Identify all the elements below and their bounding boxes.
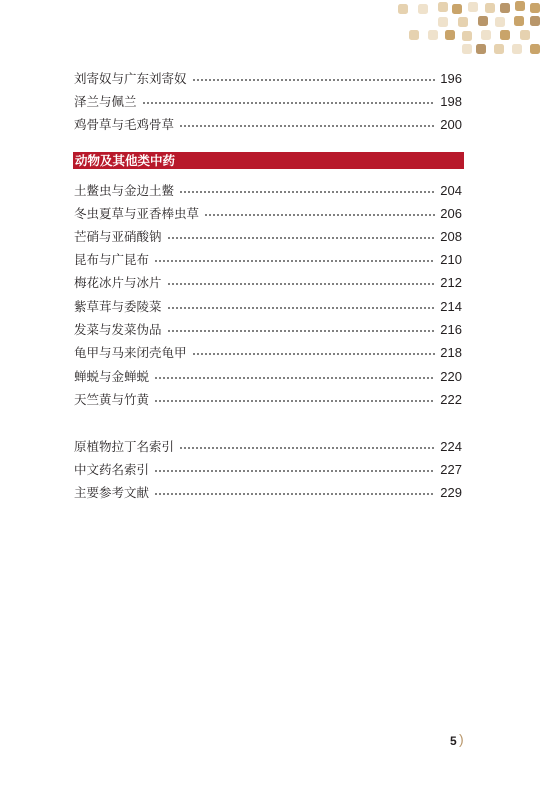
decoration-square [515,1,525,11]
leader-dots [179,447,435,449]
decoration-square [462,44,472,54]
leader-dots [154,260,435,262]
header-decoration [0,0,542,60]
toc-entry-zicaorong[interactable] [74,298,462,316]
toc-entry-page: 214 [440,299,462,314]
leader-dots [167,283,436,285]
leader-dots [154,493,435,495]
toc-entry-page: 212 [440,275,462,290]
toc-entry-guijia[interactable] [74,344,462,362]
decoration-square [530,16,540,26]
decoration-square [462,31,472,41]
leader-dots [179,125,435,127]
decoration-square [418,4,428,14]
toc-entry-page: 208 [440,229,462,244]
toc-entry-title: 紫草茸与委陵菜 [74,299,162,314]
toc-entry-chantui[interactable] [74,368,462,386]
toc-entry-tubiechong[interactable] [74,182,462,200]
toc-entry-page: 229 [440,485,462,500]
decoration-square [458,17,468,27]
leader-dots [142,102,436,104]
decoration-square [478,16,488,26]
toc-entry-facai[interactable] [74,321,462,339]
decoration-square [409,30,419,40]
toc-entry-latin-index[interactable] [74,438,462,456]
toc-entry-tianzhuhuang[interactable] [74,391,462,409]
toc-entry-page: 196 [440,71,462,86]
toc-entry-bingpian[interactable] [74,274,462,292]
leader-dots [154,377,435,379]
toc-entry-title: 土鳖虫与金边土鳖 [74,183,175,198]
toc-entry-page: 218 [440,345,462,360]
leader-dots [179,191,435,193]
toc-entry-chinese-index[interactable] [74,461,462,479]
decoration-square [481,30,491,40]
leader-dots [167,237,436,239]
decoration-square [428,30,438,40]
decoration-square [514,16,524,26]
toc-entry-title: 泽兰与佩兰 [74,94,137,109]
leader-dots [167,307,436,309]
leader-dots [204,214,435,216]
toc-entry-title: 主要参考文献 [74,485,150,500]
toc-entry-dongchongxiacao[interactable] [74,205,462,223]
page-number-bracket: ) [459,731,464,747]
toc-entry-page: 206 [440,206,462,221]
decoration-square [452,4,462,14]
decoration-square [500,3,510,13]
decoration-square [438,17,448,27]
toc-entry-title: 蝉蜕与金蝉蜕 [74,369,150,384]
decoration-square [500,30,510,40]
toc-entry-title: 原植物拉丁名索引 [74,439,175,454]
decoration-square [468,2,478,12]
toc-entry-page: 220 [440,369,462,384]
toc-entry-page: 222 [440,392,462,407]
page-number: 5 [450,734,457,748]
leader-dots [192,353,436,355]
toc-entry-kunbu[interactable] [74,251,462,269]
toc-entry-title: 天竺黄与竹黄 [74,392,150,407]
toc-entry-zelan[interactable] [74,93,462,111]
decoration-square [494,44,504,54]
toc-entry-mangxiao[interactable] [74,228,462,246]
toc-entry-title: 刘寄奴与广东刘寄奴 [74,71,187,86]
toc-entry-title: 鸡骨草与毛鸡骨草 [74,117,175,132]
decoration-square [512,44,522,54]
decoration-square [495,17,505,27]
decoration-square [476,44,486,54]
toc-entry-page: 227 [440,462,462,477]
toc-entry-title: 冬虫夏草与亚香棒虫草 [74,206,200,221]
decoration-square [398,4,408,14]
decoration-square [520,30,530,40]
toc-entry-title: 发菜与发菜伪品 [74,322,162,337]
leader-dots [154,400,435,402]
decoration-square [438,2,448,12]
leader-dots [167,330,436,332]
toc-entry-page: 198 [440,94,462,109]
decoration-square [530,3,540,13]
toc-entry-jigucao[interactable] [74,116,462,134]
decoration-square [485,3,495,13]
toc-entry-references[interactable] [74,484,462,502]
toc-entry-title: 梅花冰片与冰片 [74,275,162,290]
section-heading-animal: 动物及其他类中药 [73,152,464,169]
toc-entry-liujinu[interactable] [74,70,462,88]
toc-entry-page: 210 [440,252,462,267]
toc-entry-page: 204 [440,183,462,198]
toc-entry-title: 芒硝与亚硝酸钠 [74,229,162,244]
toc-entry-page: 216 [440,322,462,337]
toc-entry-title: 中文药名索引 [74,462,150,477]
decoration-square [530,44,540,54]
decoration-square [445,30,455,40]
toc-entry-title: 龟甲与马来闭壳龟甲 [74,345,187,360]
leader-dots [192,79,436,81]
toc-entry-title: 昆布与广昆布 [74,252,150,267]
toc-entry-page: 200 [440,117,462,132]
leader-dots [154,470,435,472]
toc-entry-page: 224 [440,439,462,454]
